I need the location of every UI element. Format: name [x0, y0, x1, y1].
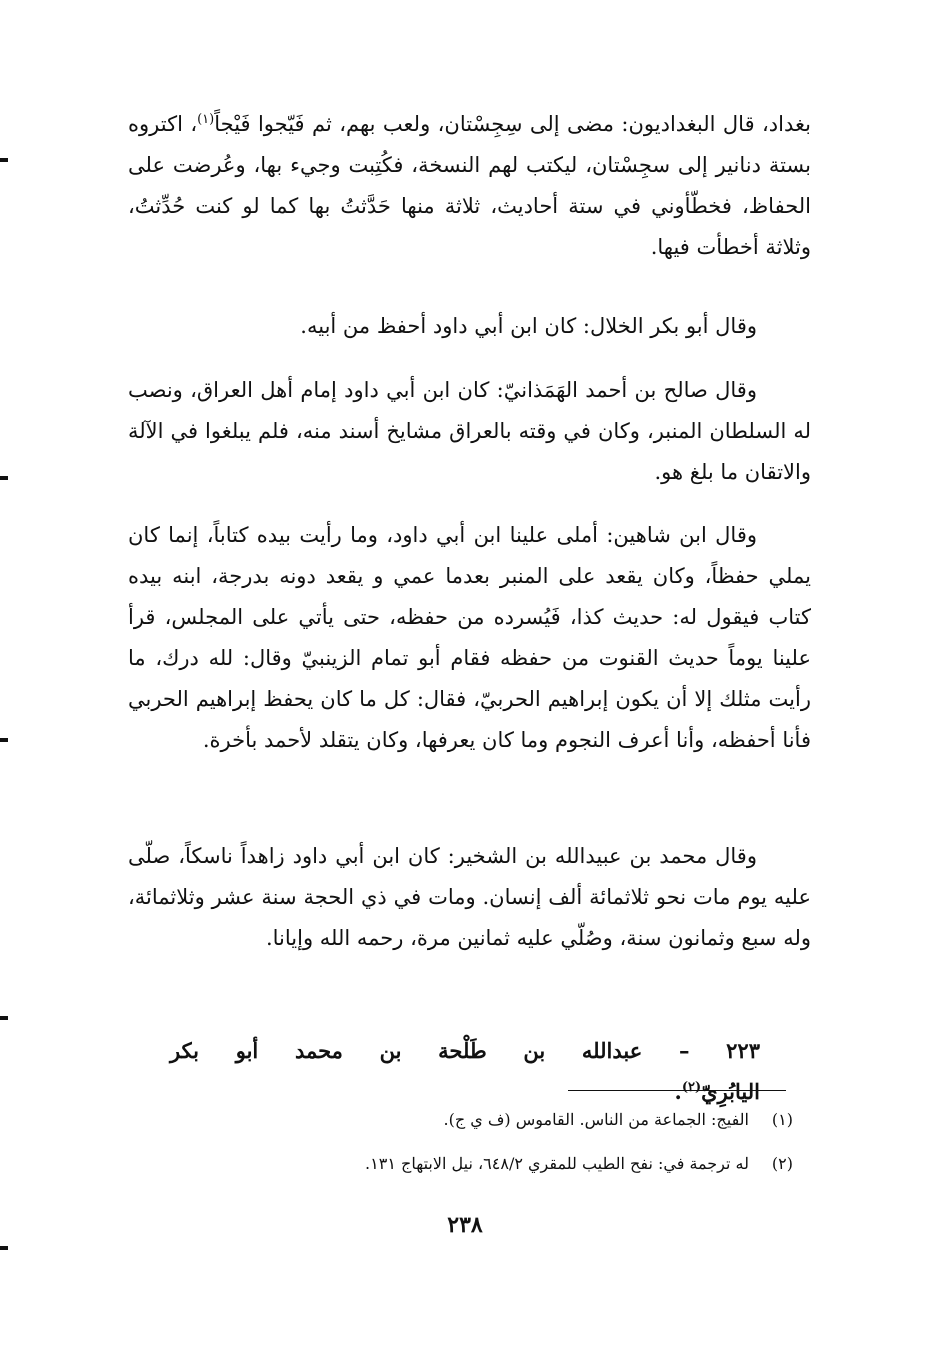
footnote-2-number: (٢): [771, 1154, 793, 1173]
footnote-1: [280, 1108, 793, 1132]
paragraph-1-rest: ، اكتروه بستة دنانير إلى سجِسْتان، ليكتب لهم النسخة، فكُتِبت وجيء بها، وعُرضت على الحفاظ، فخطّأوني في ستة أحاديث، ثلاثة منها حَدَّثتُ بها كما لو كنت حُدِّثتُ، وثلاثة أخطأت فيها.: [128, 112, 811, 259]
footnote-ref-1[interactable]: (١): [197, 112, 215, 127]
margin-mark: [0, 738, 8, 742]
paragraph-3-text: وقال صالح بن أحمد الهَمَذانيّ: كان ابن أبي داود إمام أهل العراق، ونصب له السلطان المنبر، وكان في وقته بالعراق مشايخ أسند منه، فلم يبلغوا في الآلة والاتقان ما بلغ هو.: [128, 378, 811, 484]
paragraph-4: [128, 515, 811, 761]
margin-mark: [0, 1246, 8, 1250]
margin-mark: [0, 158, 8, 162]
footnote-divider: [568, 1090, 786, 1091]
paragraph-3: [128, 370, 811, 493]
paragraph-1-text: بغداد، قال البغداديون: مضى إلى سِجِسْتان، ولعب بهم، ثم فَيّجوا فَيْجاً: [214, 112, 811, 136]
footnote-2-text: له ترجمة في: نفح الطيب للمقري ٦٤٨/٢، نيل الابتهاج ١٣١.: [365, 1154, 749, 1173]
paragraph-2-text: وقال أبو بكر الخلال: كان ابن أبي داود أحفظ من أبيه.: [300, 314, 757, 338]
entry-heading: [170, 1030, 760, 1112]
paragraph-2: [128, 306, 811, 347]
footnote-1-number: (١): [771, 1110, 793, 1129]
margin-mark: [0, 476, 8, 480]
paragraph-5-text: وقال محمد بن عبيدالله بن الشخير: كان ابن أبي داود زاهداً ناسكاً، صلّى عليه يوم مات نحو ثلاثمائة ألف إنسان. ومات في ذي الحجة سنة عشر وثلاثمائة، وله سبع وثمانون سنة، وصُلّي عليه ثمانين مرة، رحمه الله وإيانا.: [128, 844, 811, 950]
footnote-1-text: الفيج: الجماعة من الناس. القاموس (ف ي ج).: [443, 1110, 749, 1129]
margin-mark: [0, 1016, 8, 1020]
footnote-ref-2[interactable]: (٢): [681, 1080, 702, 1095]
paragraph-1: [128, 104, 811, 268]
footnote-2: [280, 1152, 793, 1176]
page-number: ٢٣٨: [447, 1212, 483, 1238]
entry-heading-end: .: [674, 1079, 682, 1104]
paragraph-5: [128, 836, 811, 959]
paragraph-4-text: وقال ابن شاهين: أملى علينا ابن أبي داود، وما رأيت بيده كتاباً، إنما كان يملي حفظاً، وكان يقعد على المنبر بعدما عمي و يقعد دونه بدرجة، ابنه بيده كتاب فيقول له: حديث كذا، فَيُسرده من حفظه، حتى يأتي على المجلس، قرأ علينا يوماً حديث القنوت من حفظه فقام أبو تمام الزينبيّ وقال: لله درك، ما رأيت مثلك إلا أن يكون إبراهيم الحربيّ، فقال: كل ما كان يحفظ إبراهيم الحربي فأنا أحفظه، وأنا أعرف النجوم وما كان يعرفها، وكان يتقلد لأحمد بأخرة.: [128, 523, 811, 752]
entry-heading-text: ٢٢٣ – عبدالله بن طَلْحة بن محمد أبو بكر اليابُرِيّ: [170, 1038, 760, 1104]
